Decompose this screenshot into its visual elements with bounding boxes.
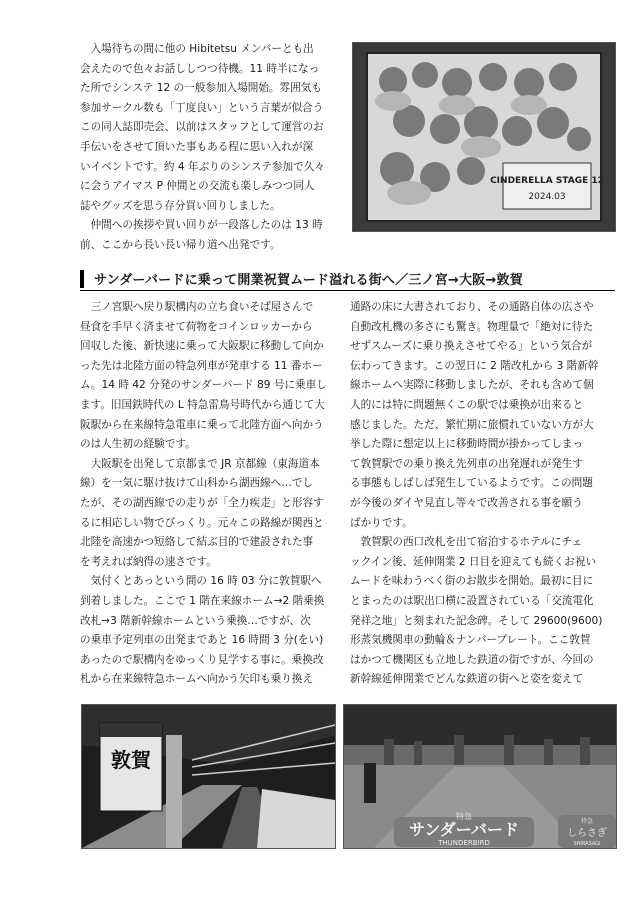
text-line: 気付くとあっという間の 16 時 03 分に敦賀駅へ xyxy=(80,575,322,588)
text-line: ックイン後、延伸開業 2 日目を迎えても続くお祝い xyxy=(350,555,597,568)
text-line: 敦賀駅の西口改札を出て宿泊するホテルにチェ xyxy=(350,536,583,549)
text-line: ムードを味わうべく街のお散歩を開始。最初に目に xyxy=(350,575,594,588)
text-line: 改札→3 階新幹線ホームという乗換…ですが、次 xyxy=(80,614,311,627)
text-line: る事態もしばしば発生しているようです。この問題 xyxy=(350,477,593,490)
concourse-illustration xyxy=(344,705,616,848)
text-line: 自動改札機の多さにも驚き。物理量で「絶対に待た xyxy=(350,320,594,333)
text-line: 入場待ちの間に他の Hibitetsu メンバーとも出 xyxy=(80,43,314,55)
text-line: 到着しました。ここで 1 階在来線ホーム→2 階乗換 xyxy=(80,594,325,607)
text-line: ます。旧国鉄時代の L 特急雷鳥号時代から通じて大 xyxy=(80,398,325,411)
svg-text:2024.03: 2024.03 xyxy=(528,192,566,202)
text-line: 回収した後、新快速に乗って大阪駅に移動して向か xyxy=(80,340,324,353)
text-line: 前、ここから長い長い帰り道へ出発です。 xyxy=(80,238,281,251)
heading-bar xyxy=(80,270,84,288)
text-line: った先は北陸方面の特急列車が発車する 11 番ホー xyxy=(80,359,323,372)
text-line: ム。14 時 42 分発のサンダーバード 89 号に乗車し xyxy=(80,379,327,392)
text-line: 挙した際に想定以上に移動時間が掛かってしまっ xyxy=(350,438,584,451)
station-name-sign: 敦賀 xyxy=(111,748,151,772)
text-line: 手伝いをさせて頂いた事もある程に思い入れが深 xyxy=(80,140,314,153)
text-line: を考えれば納得の速さです。 xyxy=(80,555,217,568)
text-line: たが、その湖西線での走りが「全力疾走」と形容す xyxy=(80,496,324,509)
text-line: とまったのは駅出口横に設置されている「交流電化 xyxy=(350,594,594,607)
text-line: の乗車予定列車の出発まであと 16 時間 3 分(をい) xyxy=(80,634,324,647)
text-line: せずスムーズに乗り換えさせてやる」という気合が xyxy=(350,340,593,353)
section-heading xyxy=(80,268,615,291)
text-line: て敦賀駅での乗り換え先列車の出発遅れが発生す xyxy=(350,457,584,470)
text-line: 北陸を高速かつ短絡して結ぶ目的で建設された事 xyxy=(80,536,314,549)
event-poster-photo xyxy=(352,42,616,232)
poster-illustration xyxy=(353,43,615,231)
text-line: 線）を一気に駆け抜けて山科から湖西線へ…でし xyxy=(80,477,314,490)
left-column-text xyxy=(80,298,340,690)
text-line: 新幹線延伸開業でどんな鉄道の街へと姿を変えて xyxy=(350,673,584,686)
text-line: 誌やグッズを思う存分買い回りしました。 xyxy=(80,199,281,212)
text-line: るに相応しい物でびっくり。元々この路線が関西と xyxy=(80,516,324,529)
poster-logo-text: CINDERELLA STAGE 12 xyxy=(490,176,604,186)
text-line: あったので駅構内をゆっくり見学する事に。乗換改 xyxy=(80,653,324,666)
text-line: に会うアイマス P 仲間との交流も楽しみつつ同人 xyxy=(80,180,315,193)
section-title: サンダーバードに乗って開業祝賀ムード溢れる街へ／三ノ宮→大阪→敦賀 xyxy=(94,273,523,288)
text-line: 昼食を手早く済ませて荷物をコインロッカーから xyxy=(80,320,313,333)
text-line: 三ノ宮駅へ戻り駅構内の立ち食いそば屋さんで xyxy=(80,301,314,313)
floor-sign-main: サンダーバード xyxy=(409,820,519,839)
text-line: 感じました。ただ、繁忙期に旅慣れていない方が大 xyxy=(350,418,594,431)
floor-sign-right: しらさぎ xyxy=(567,828,607,839)
text-line: 参加サークル数も「丁度良い」という言葉が似合う xyxy=(80,101,324,114)
text-line: 通路の床に大書されており、その通路自体の広さや xyxy=(350,301,594,313)
text-line: のは人生初の経験です。 xyxy=(80,438,196,451)
text-line: はかつて機関区も立地した鉄道の街ですが、今回の xyxy=(350,653,594,666)
platform-photo xyxy=(81,704,336,849)
text-line: た所でシンステ 12 の一般参加入場開始。雰囲気も xyxy=(80,82,322,95)
intro-paragraph xyxy=(80,40,348,256)
text-line: 仲間への挨拶や買い回りが一段落したのは 13 時 xyxy=(80,219,323,232)
platform-illustration xyxy=(82,705,335,848)
text-line: が今後のダイヤ見直し等々で改善される事を願う xyxy=(350,496,583,509)
text-line: 発祥之地」と刻まれた記念碑。そして 29600(9600) xyxy=(350,614,603,627)
text-line: 線ホームへ実際に移動しましたが、それも含めて個 xyxy=(350,379,594,392)
text-line: いイベントです。約 4 年ぶりのシンステ参加で久々 xyxy=(80,160,325,173)
text-line: ばかりです。 xyxy=(350,516,413,529)
floor-sign-right-type: 特急 xyxy=(580,818,594,825)
right-column-text xyxy=(350,298,612,690)
text-line: 札から在来線特急ホームへ向かう矢印も乗り換え xyxy=(80,673,314,686)
text-line: 形蒸気機関車の動輪＆ナンバープレート。ここ敦賀 xyxy=(350,634,591,647)
text-line: 大阪駅を出発して京都まで JR 京都線（東海道本 xyxy=(80,457,320,470)
text-line: 伝わってきます。この翌日に 2 階改札から 3 階新幹 xyxy=(350,359,599,372)
concourse-photo xyxy=(343,704,617,849)
text-line: 人的には特に問題無くこの駅では乗換が出来ると xyxy=(350,398,584,411)
text-line: この同人誌即売会、以前はスタッフとして運営のお xyxy=(80,121,324,134)
floor-sign-right-english: SHIRASAGI xyxy=(573,841,601,847)
text-line: 阪駅から在来線特急電車に乗って北陸方面へ向かう xyxy=(80,418,324,431)
floor-sign-english: THUNDERBIRD xyxy=(438,839,490,847)
floor-sign-type: 特急 xyxy=(456,812,472,821)
text-line: 会えたので色々お話ししつつ待機。11 時半になっ xyxy=(80,62,320,75)
